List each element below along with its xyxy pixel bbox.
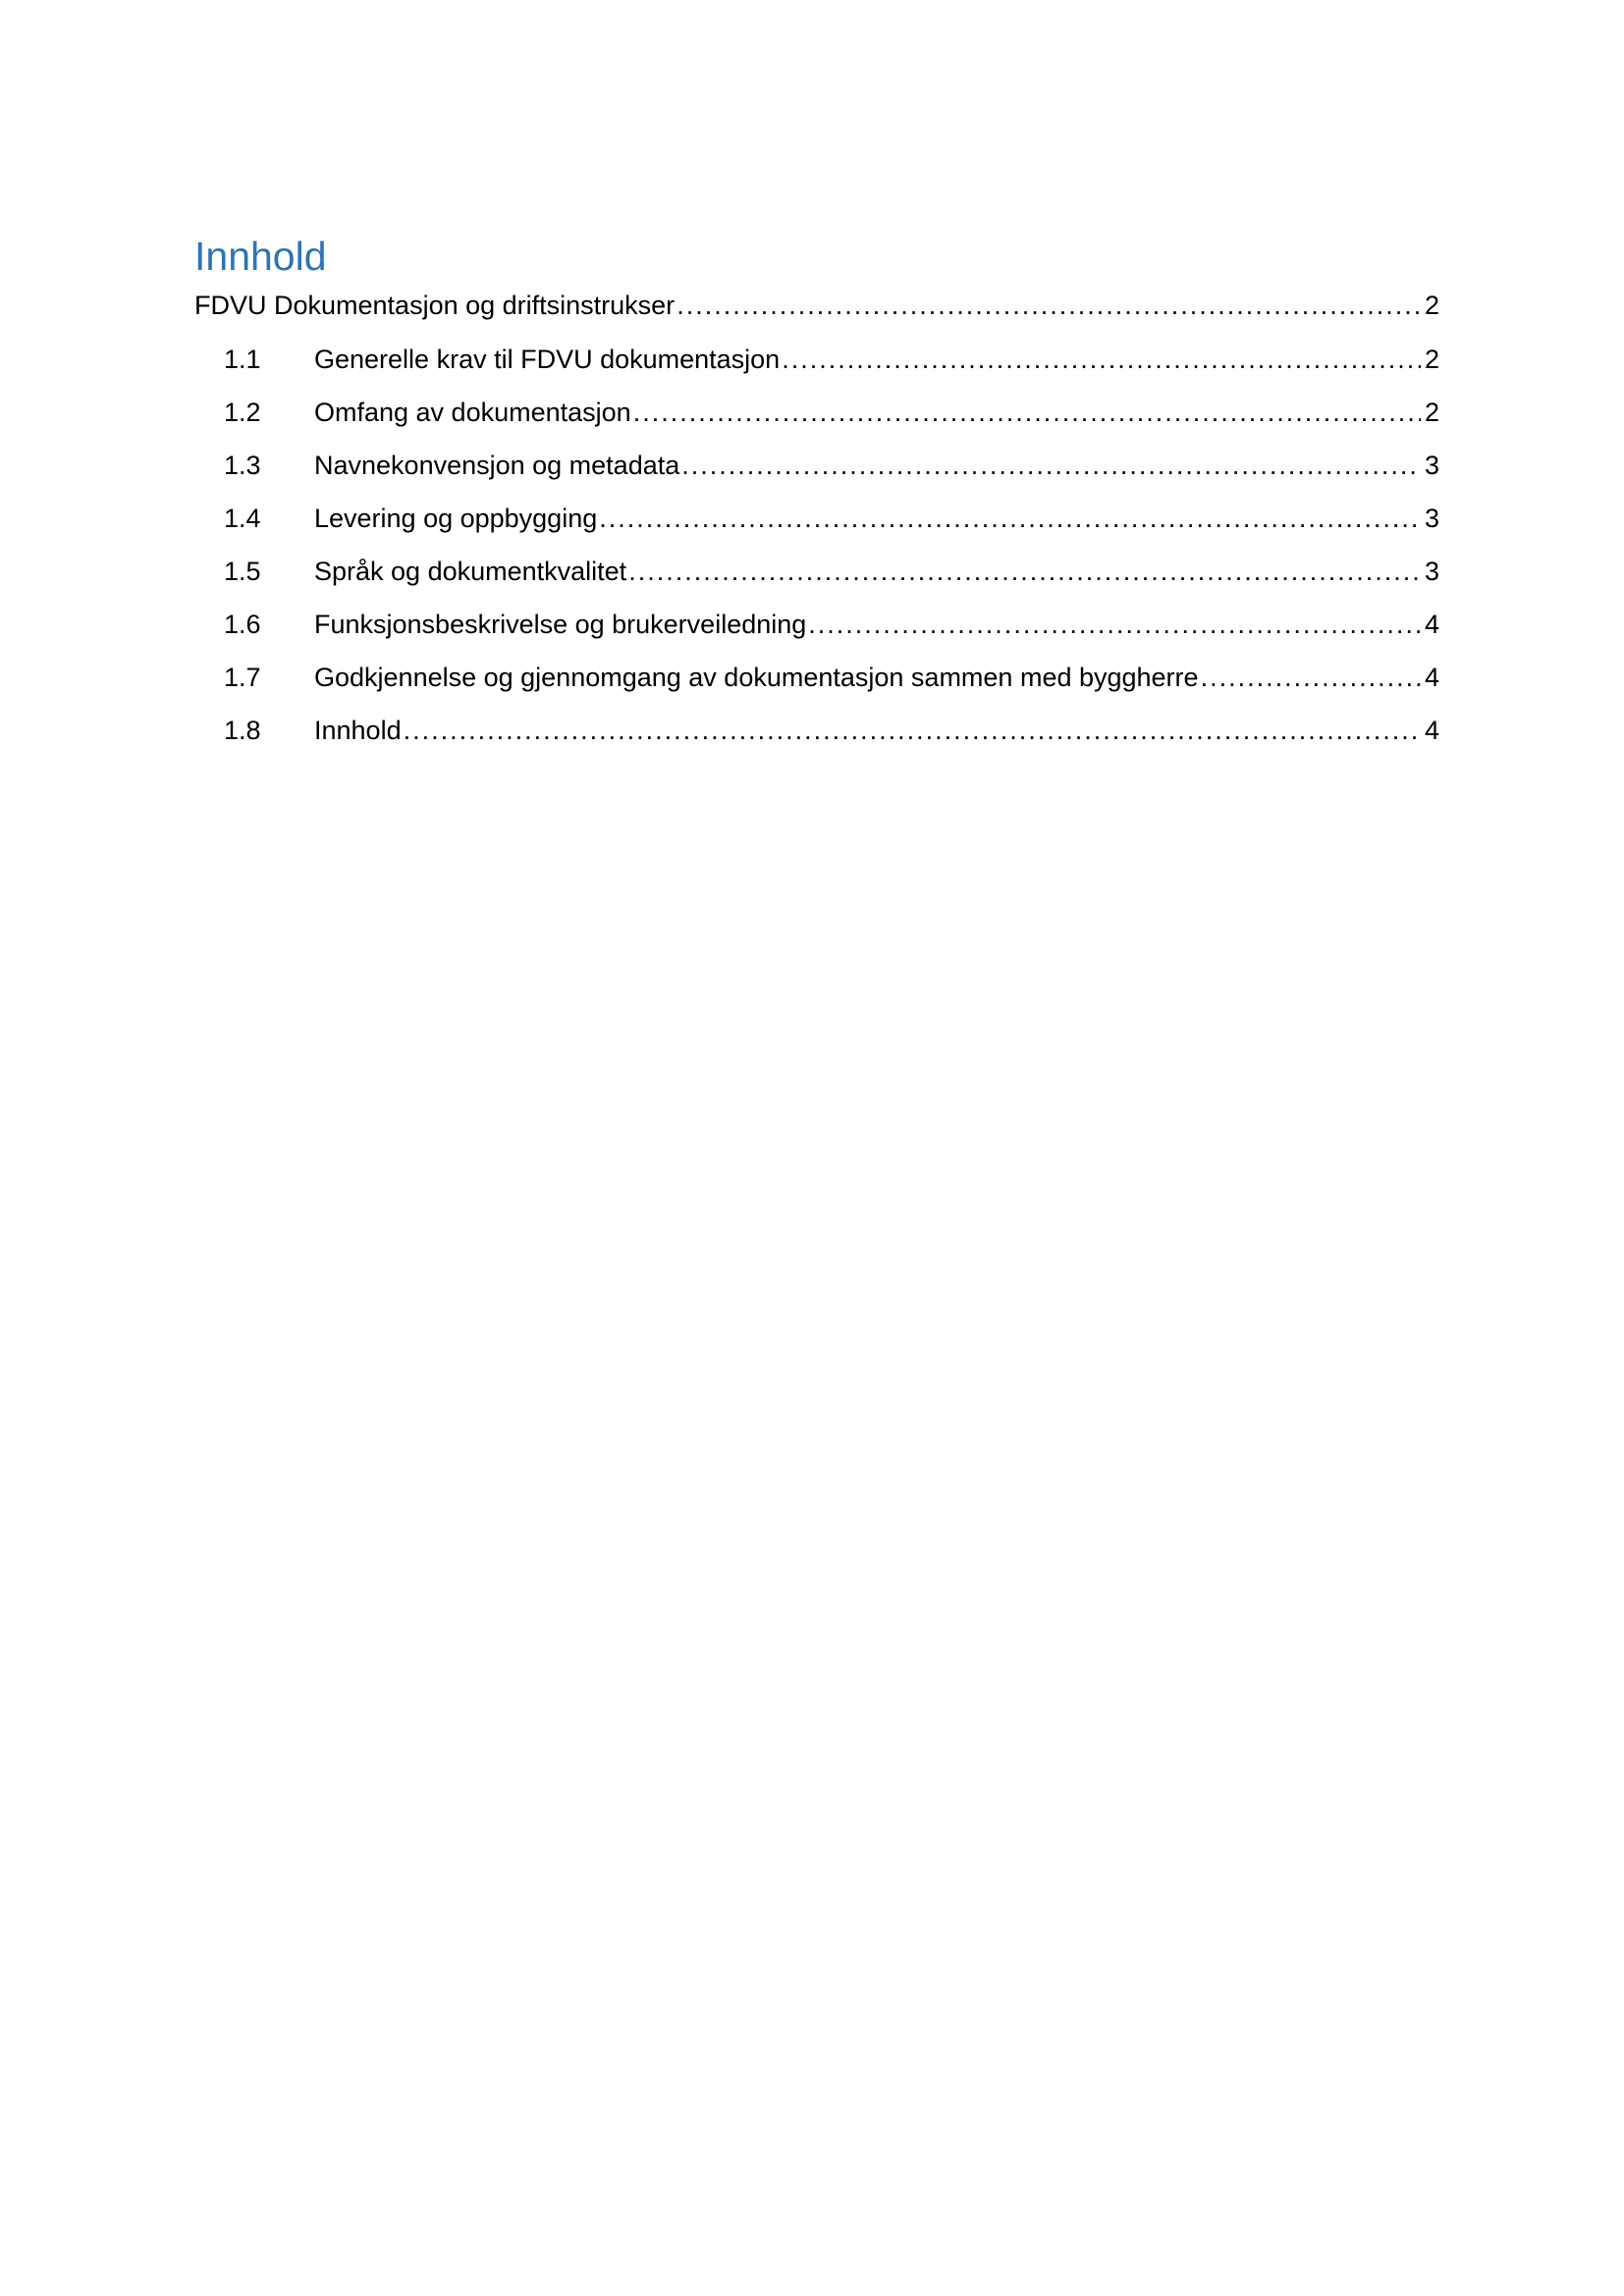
table-of-contents [194, 222, 1439, 757]
toc-dot-leader [677, 279, 1421, 333]
toc-entry[interactable] [194, 598, 1439, 651]
toc-entry-number: 1.8 [224, 716, 261, 745]
toc-entry-number: 1.2 [224, 398, 261, 427]
toc-entry[interactable] [194, 704, 1439, 757]
toc-entry[interactable] [194, 279, 1439, 333]
toc-dot-leader [404, 704, 1421, 757]
toc-entry-page: 3 [1424, 451, 1439, 480]
toc-entry-number: 1.5 [224, 557, 261, 586]
toc-entry-page: 3 [1424, 557, 1439, 586]
toc-entry-title: Navnekonvensjon og metadata [314, 451, 680, 480]
toc-entry[interactable] [194, 333, 1439, 386]
toc-entry-page: 4 [1424, 610, 1439, 639]
toc-entry-title: Funksjonsbeskrivelse og brukerveiledning [314, 610, 807, 639]
toc-dot-leader [628, 545, 1421, 598]
toc-entry-title: Innhold [314, 716, 402, 745]
toc-entry-title: Levering og oppbygging [314, 504, 598, 533]
toc-entry-number: 1.3 [224, 451, 261, 480]
toc-entry[interactable] [194, 386, 1439, 439]
toc-dot-leader [681, 439, 1421, 492]
toc-entry[interactable] [194, 492, 1439, 545]
toc-entry-number: 1.7 [224, 663, 261, 692]
toc-dot-leader [1201, 651, 1421, 704]
toc-heading: Innhold [194, 234, 327, 279]
toc-entry-page: 3 [1424, 504, 1439, 533]
toc-entry[interactable] [194, 651, 1439, 704]
toc-entry-number: 1.1 [224, 345, 261, 374]
toc-entry[interactable] [194, 545, 1439, 598]
toc-entry-title: Språk og dokumentkvalitet [314, 557, 627, 586]
toc-entry-title: FDVU Dokumentasjon og driftsinstrukser [194, 291, 676, 320]
toc-entry-number: 1.6 [224, 610, 261, 639]
toc-entry-page: 2 [1424, 291, 1439, 320]
toc-dot-leader [599, 492, 1421, 545]
toc-dot-leader [633, 386, 1421, 439]
toc-entry-title: Omfang av dokumentasjon [314, 398, 631, 427]
toc-entry[interactable] [194, 439, 1439, 492]
toc-dot-leader [808, 598, 1421, 651]
toc-entry-page: 4 [1424, 663, 1439, 692]
toc-entry-page: 4 [1424, 716, 1439, 745]
toc-entry-title: Godkjennelse og gjennomgang av dokumentasjon sammen med byggherre [314, 663, 1199, 692]
toc-entry-page: 2 [1424, 345, 1439, 374]
toc-entry-title: Generelle krav til FDVU dokumentasjon [314, 345, 781, 374]
toc-dot-leader [782, 333, 1421, 386]
toc-entry-number: 1.4 [224, 504, 261, 533]
toc-entry-page: 2 [1424, 398, 1439, 427]
